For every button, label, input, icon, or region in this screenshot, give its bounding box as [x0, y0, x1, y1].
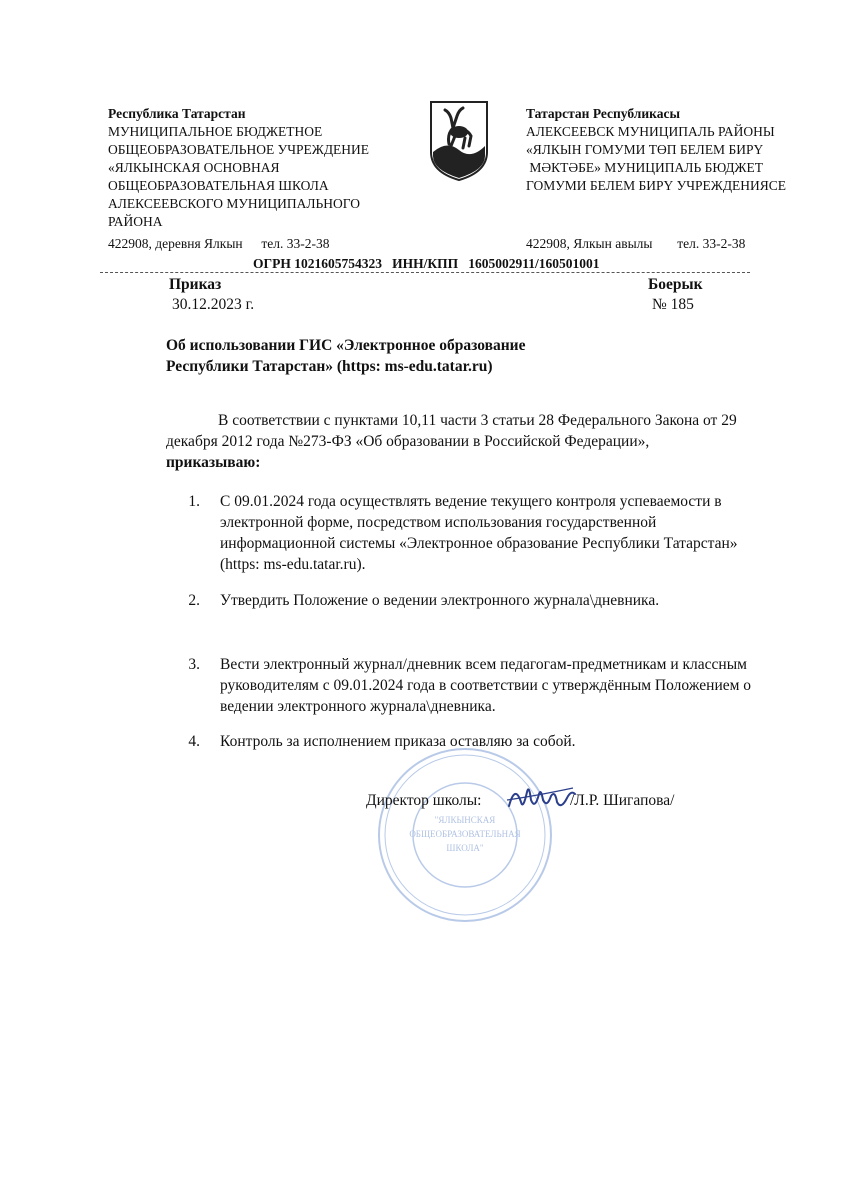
order-number: № 185	[652, 296, 694, 313]
right-address-row	[526, 236, 745, 252]
right-phone: тел. 33-2-38	[677, 236, 746, 251]
left-republic: Республика Татарстан	[108, 106, 246, 121]
item-number: 4.	[188, 733, 200, 750]
preamble-line: декабря 2012 года №273-ФЗ «Об образовании в Российской Федерации»,	[166, 433, 650, 450]
header-divider	[100, 272, 750, 273]
item-line: ведении электронного журнала\дневника.	[220, 698, 496, 715]
left-org-line: АЛЕКСЕЕВСКОГО МУНИЦИПАЛЬНОГО	[108, 196, 361, 211]
left-address-row	[108, 236, 330, 252]
stamp-line: ШКОЛА"	[446, 843, 484, 853]
item-number: 1.	[188, 493, 200, 510]
item-number: 3.	[188, 656, 200, 673]
item-line: электронной форме, посредством использования государственной	[220, 514, 657, 531]
item-line: (https: ms-edu.tatar.ru).	[220, 556, 366, 573]
left-address: 422908, деревня Ялкын	[108, 236, 243, 251]
registry-line: ОГРН 1021605754323 ИНН/КПП 1605002911/160501001	[253, 256, 600, 271]
list-item	[180, 491, 820, 575]
right-org-line: АЛЕКСЕЕВСК МУНИЦИПАЛЬ РАЙОНЫ	[526, 124, 775, 139]
preamble-line: В соответствии с пунктами 10,11 части 3 статьи 28 Федерального Закона от 29	[218, 412, 737, 429]
left-phone: тел. 33-2-38	[261, 236, 330, 251]
stamp-line: "ЯЛКЫНСКАЯ	[434, 815, 496, 825]
right-address: 422908, Ялкын авылы	[526, 236, 653, 251]
subject-line: Об использовании ГИС «Электронное образование	[166, 337, 526, 354]
coat-of-arms-icon	[427, 100, 491, 182]
order-title-tt: Боерык	[648, 276, 703, 293]
school-stamp	[375, 745, 555, 925]
signature-name: /Л.Р. Шигапова/	[570, 792, 675, 809]
right-org-line: МӘКТӘБЕ» МУНИЦИПАЛЬ БЮДЖЕТ	[526, 160, 764, 175]
list-item	[180, 590, 820, 611]
left-org-line: МУНИЦИПАЛЬНОЕ БЮДЖЕТНОЕ	[108, 124, 323, 139]
left-org-line: «ЯЛКЫНСКАЯ ОСНОВНАЯ	[108, 160, 280, 175]
stamp-line: ОБЩЕОБРАЗОВАТЕЛЬНАЯ	[409, 829, 521, 839]
item-line: руководителям с 09.01.2024 года в соответствии с утверждённым Положением о	[220, 677, 752, 694]
order-date: 30.12.2023 г.	[172, 296, 255, 313]
order-title-ru: Приказ	[169, 276, 222, 293]
item-line: Контроль за исполнением приказа оставляю за собой.	[220, 733, 576, 750]
right-org-line: ГОМУМИ БЕЛЕМ БИРҮ УЧРЕЖДЕНИЯСЕ	[526, 178, 787, 193]
item-line: Утвердить Положение о ведении электронного журнала\дневника.	[220, 592, 660, 609]
left-org-line: ОБЩЕОБРАЗОВАТЕЛЬНОЕ УЧРЕЖДЕНИЕ	[108, 142, 370, 157]
preamble-command: приказываю:	[166, 454, 261, 471]
list-item	[180, 654, 830, 717]
handwritten-signature	[505, 780, 577, 814]
preamble	[166, 410, 806, 473]
item-number: 2.	[188, 592, 200, 609]
left-org-line: ОБЩЕОБРАЗОВАТЕЛЬНАЯ ШКОЛА	[108, 178, 329, 193]
header-left	[108, 105, 369, 231]
item-line: информационной системы «Электронное образование Республики Татарстан»	[220, 535, 738, 552]
left-org-line: РАЙОНА	[108, 214, 163, 229]
header-right	[526, 105, 786, 195]
item-line: С 09.01.2024 года осуществлять ведение текущего контроля успеваемости в	[220, 493, 722, 510]
order-subject	[166, 335, 525, 377]
signature-role: Директор школы:	[366, 792, 482, 809]
right-org-line: «ЯЛКЫН ГОМУМИ ТӨП БЕЛЕМ БИРҮ	[526, 142, 764, 157]
item-line: Вести электронный журнал/дневник всем педагогам-предметникам и классным	[220, 656, 747, 673]
right-republic: Татарстан Республикасы	[526, 106, 681, 121]
subject-line: Республики Татарстан» (https: ms-edu.tatar.ru)	[166, 358, 493, 375]
